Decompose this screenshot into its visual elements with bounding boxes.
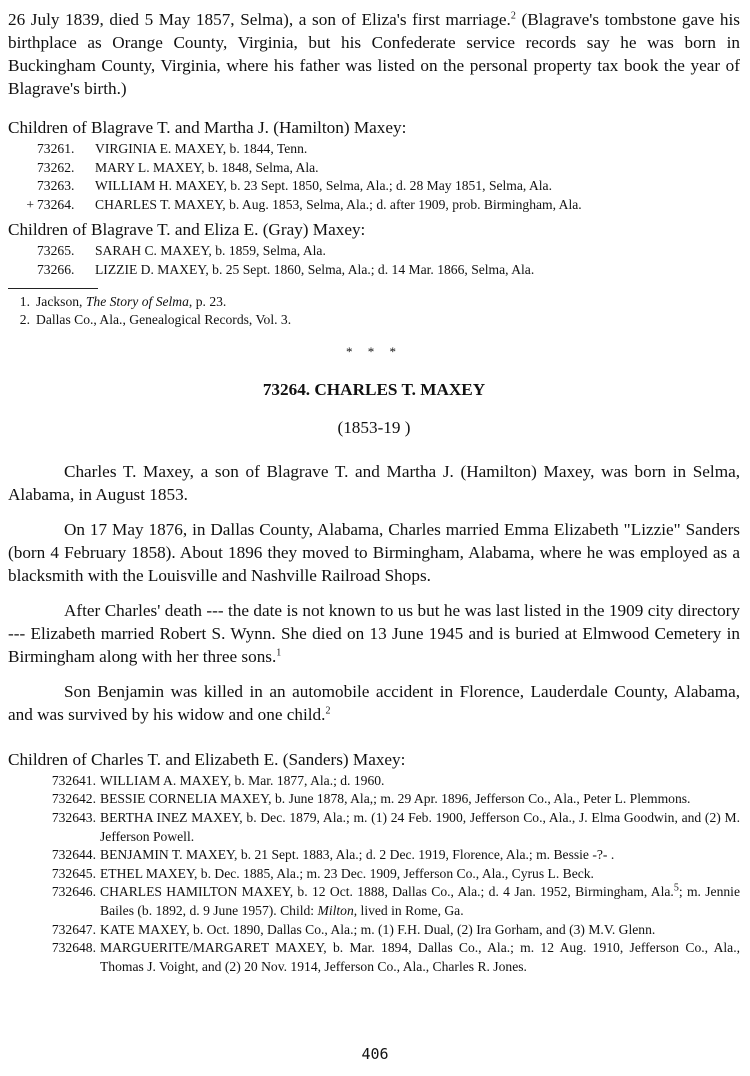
intro-paragraph	[8, 8, 740, 100]
list-item	[8, 846, 740, 865]
list-item	[8, 939, 740, 976]
footnote-rule	[8, 288, 98, 289]
list-item	[8, 772, 740, 791]
paragraph-1: Charles T. Maxey, a son of Blagrave T. and Martha J. (Hamilton) Maxey, was born in Selma, Alabama, in August 1853.	[8, 461, 740, 504]
footnote-number: 1.	[19, 293, 30, 309]
section-separator: * * *	[346, 343, 402, 359]
list-item-text: WILLIAM H. MAXEY, b. 23 Sept. 1850, Selma, Ala.; d. 28 May 1851, Selma, Ala.	[95, 178, 552, 194]
list-item	[8, 196, 740, 215]
children-list-1	[8, 140, 740, 214]
list-item-prefix: +	[26, 196, 34, 212]
list-item-text: BERTHA INEZ MAXEY, b. Dec. 1879, Ala.; m. (1) 24 Feb. 1900, Jefferson Co., Ala., J. Elma Goodwin, and (2) M. Jefferson Powell.	[100, 809, 740, 844]
list-item-number: 73261.	[37, 141, 75, 156]
footnote-text: Dallas Co., Ala., Genealogical Records, Vol. 3.	[36, 312, 292, 328]
list-item-prefix	[8, 177, 37, 196]
paragraph-3-text: After Charles' death --- the date is not known to us but he was last listed in the 1909 city directory --- Elizabeth married Robert S. Wynn. She died on 13 June 1945 and is buried at Elmwood Cemetery in Birmingham along with her three sons.	[8, 600, 740, 666]
children-list-3	[8, 772, 740, 977]
list-item-number: 73265.	[37, 243, 75, 259]
list-item	[8, 809, 740, 846]
list-item-number: 73264.	[37, 196, 75, 212]
paragraph-2: On 17 May 1876, in Dallas County, Alabama, Charles married Emma Elizabeth "Lizzie" Sanders (born 4 February 1858). About 1896 they moved to Birmingham, Alabama, where he was employed as a blacksmith with the Louisville and Nashville Railroad Shops.	[8, 519, 740, 585]
section-dates: (1853-19 )	[337, 417, 411, 437]
list-item-text: BESSIE CORNELIA MAXEY, b. June 1878, Ala,; m. 29 Apr. 1896, Jefferson Co., Ala., Peter L. Plemmons.	[100, 791, 691, 807]
list-item-number: 732644.	[51, 847, 96, 863]
list-item-text: VIRGINIA E. MAXEY, b. 1844, Tenn.	[95, 141, 308, 156]
footnote-ref: 2	[510, 10, 516, 22]
list-item	[8, 159, 740, 178]
list-item-prefix	[8, 159, 37, 178]
paragraph-4	[8, 680, 740, 726]
list-item-number: 732642.	[51, 791, 96, 807]
intro-text-continued: (Blagrave's tombstone gave his birthplace as Orange County, Virginia, but his Confederate service records say he was born in Buckingham County, Virginia, where his father was listed on the personal property tax book the year of Blagrave's birth.)	[8, 10, 740, 98]
list-item-text: SARAH C. MAXEY, b. 1859, Selma, Ala.	[95, 243, 326, 259]
list-item-number: 732646.	[51, 884, 96, 900]
paragraph-3	[8, 599, 740, 668]
list-item-text: MARGUERITE/MARGARET MAXEY, b. Mar. 1894, Dallas Co., Ala.; m. 12 Aug. 1910, Jefferson Co., Ala., Thomas J. Voight, and (2) 20 Nov. 1914, Jefferson Co., Ala., Charles R. Jones.	[100, 940, 740, 974]
section-title: 73264. CHARLES T. MAXEY	[262, 379, 486, 399]
children-heading-2: Children of Blagrave T. and Eliza E. (Gray) Maxey:	[8, 220, 366, 240]
list-item-text: CHARLES HAMILTON MAXEY, b. 12 Oct. 1888, Dallas Co., Ala.; d. 4 Jan. 1952, Birmingham, Ala.$^5$; m. Jennie Bailes (b. 1892, d. 9 June 1957). Child: Milton, lived in Rome, Ga.	[100, 882, 740, 918]
children-heading-1: Children of Blagrave T. and Martha J. (Hamilton) Maxey:	[8, 118, 407, 137]
list-item-number: 732641.	[51, 772, 96, 788]
child-name-italic: Milton	[317, 902, 354, 918]
footnote-number: 2.	[19, 312, 30, 328]
list-item-number: 73263.	[37, 178, 75, 194]
list-item-prefix	[8, 261, 37, 280]
list-item-text: ETHEL MAXEY, b. Dec. 1885, Ala.; m. 23 Dec. 1909, Jefferson Co., Ala., Cyrus L. Beck.	[100, 865, 594, 881]
intro-text: 26 July 1839, died 5 May 1857, Selma), a son of Eliza's first marriage.	[8, 10, 511, 29]
list-item-number: 73266.	[37, 261, 75, 277]
list-item-text: BENJAMIN T. MAXEY, b. 21 Sept. 1883, Ala.; d. 2 Dec. 1919, Florence, Ala.; m. Bessie -?- .	[100, 847, 615, 863]
footnotes	[8, 293, 740, 330]
list-item-text: LIZZIE D. MAXEY, b. 25 Sept. 1860, Selma, Ala.; d. 14 Mar. 1866, Selma, Ala.	[95, 261, 535, 277]
children-heading-3: Children of Charles T. and Elizabeth E. (Sanders) Maxey:	[8, 749, 406, 769]
footnote	[8, 293, 740, 312]
paragraph-4-text: Son Benjamin was killed in an automobile accident in Florence, Lauderdale County, Alabama, and was survived by his widow and one child.	[8, 681, 740, 724]
list-item	[8, 883, 740, 920]
footnote-ref: 2	[325, 705, 331, 717]
list-item-number: 73262.	[37, 159, 75, 175]
list-item-number: 732645.	[51, 865, 96, 881]
footnote-ref: 5	[673, 882, 679, 894]
list-item-text: CHARLES T. MAXEY, b. Aug. 1853, Selma, Ala.; d. after 1909, prob. Birmingham, Ala.	[95, 196, 582, 212]
list-item-prefix	[8, 140, 37, 159]
children-list-2	[8, 242, 740, 279]
list-item	[8, 921, 740, 940]
list-item-prefix	[8, 242, 37, 261]
list-item-number: 732643.	[51, 809, 96, 825]
document-page	[8, 8, 740, 976]
footnote-ref: 1	[276, 647, 282, 659]
list-item	[8, 140, 740, 159]
list-item-text: WILLIAM A. MAXEY, b. Mar. 1877, Ala.; d. 1960.	[100, 772, 385, 788]
list-item-text: KATE MAXEY, b. Oct. 1890, Dallas Co., Ala.; m. (1) F.H. Dual, (2) Ira Gorham, and (3) M.V. Glenn.	[100, 921, 656, 937]
list-item-number: 732648.	[51, 940, 96, 956]
list-item	[8, 177, 740, 196]
list-item	[8, 242, 740, 261]
footnote	[8, 311, 740, 330]
list-item	[8, 790, 740, 809]
page-number: 406	[361, 1045, 389, 1063]
list-item	[8, 261, 740, 280]
list-item	[8, 865, 740, 884]
footnote-text: Jackson, The Story of Selma, p. 23.	[36, 293, 227, 309]
list-item-number: 732647.	[51, 921, 96, 937]
list-item-text: MARY L. MAXEY, b. 1848, Selma, Ala.	[95, 159, 319, 175]
footnote-italic: The Story of Selma	[85, 293, 189, 309]
